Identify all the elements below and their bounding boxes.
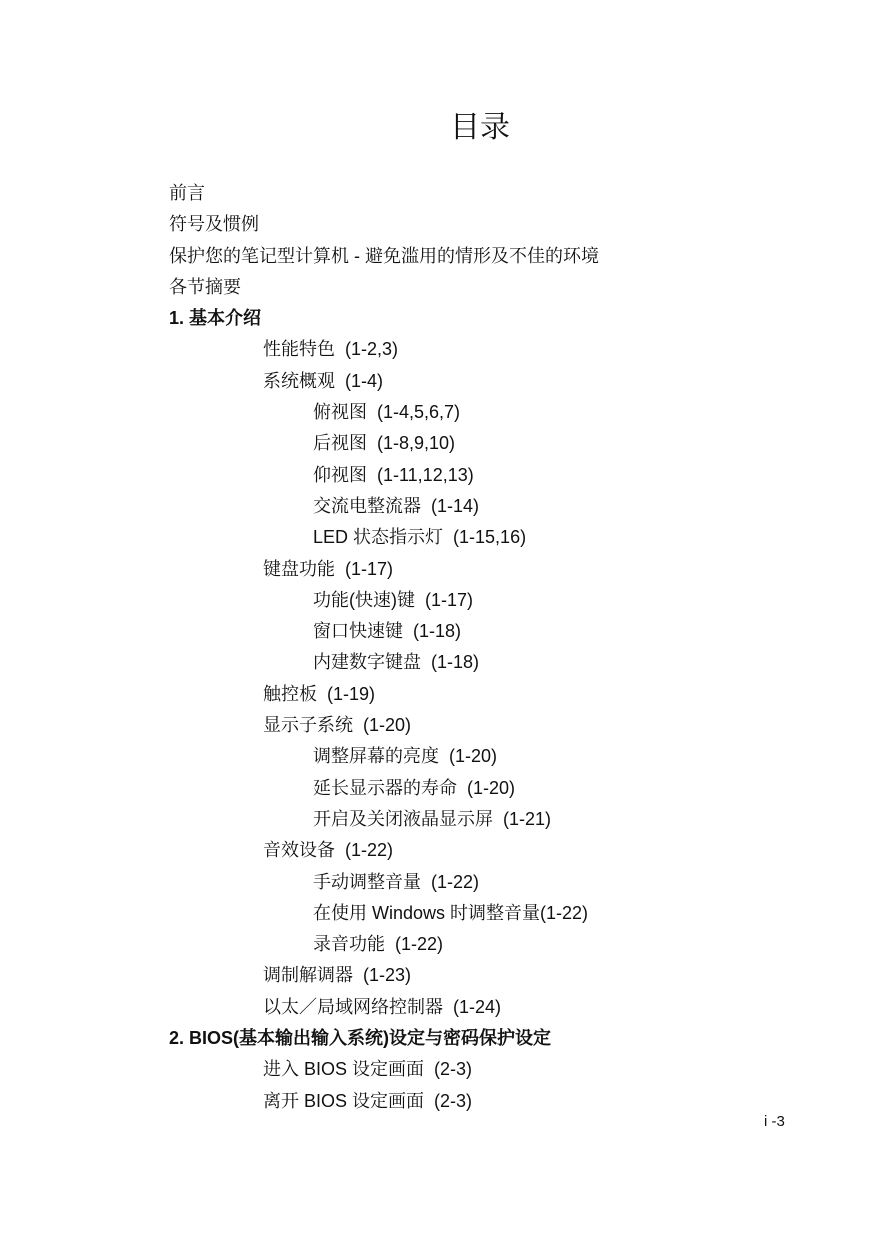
toc-entry-page: (1-20) bbox=[467, 777, 516, 798]
toc-entry-title: 内建数字键盘 bbox=[313, 652, 421, 673]
toc-entry-page: (1-18) bbox=[413, 621, 462, 642]
toc-entry-title: 2. BIOS(基本输出输入系统)设定与密码保护设定 bbox=[169, 1028, 552, 1049]
toc-entry-page: (1-20) bbox=[363, 715, 412, 736]
toc-entry-title: 前言 bbox=[169, 183, 205, 203]
toc-section-entry bbox=[0, 334, 873, 365]
toc-entry-page: (1-8,9,10) bbox=[377, 433, 456, 454]
toc-chapter-entry bbox=[0, 303, 873, 334]
toc-section-entry bbox=[0, 554, 873, 585]
page-title: 目录 bbox=[450, 111, 510, 144]
toc-entry-page: (1-17) bbox=[425, 589, 474, 610]
toc-entry-page: (2-3) bbox=[434, 1059, 473, 1080]
toc-entry-title: 符号及惯例 bbox=[169, 214, 259, 235]
toc-section-entry bbox=[0, 867, 873, 898]
table-of-contents bbox=[0, 178, 873, 1117]
toc-entry-title: LED 状态指示灯 bbox=[313, 527, 444, 548]
toc-section-entry bbox=[0, 773, 873, 804]
toc-entry-title: 系统概观 bbox=[263, 370, 335, 391]
toc-entry-title: 后视图 bbox=[313, 433, 367, 454]
page-number: i -3 bbox=[764, 1113, 785, 1130]
toc-section-entry bbox=[0, 741, 873, 772]
toc-entry-title: 1. 基本介绍 bbox=[169, 308, 262, 329]
toc-entry-page: (1-15,16) bbox=[453, 527, 527, 548]
toc-section-entry bbox=[0, 960, 873, 991]
toc-entry-title: 各节摘要 bbox=[169, 276, 241, 297]
toc-entry-page: (1-22) bbox=[395, 934, 444, 955]
toc-entry-title: 延长显示器的寿命 bbox=[313, 777, 457, 798]
toc-entry-page: (1-18) bbox=[431, 652, 480, 673]
toc-section-entry bbox=[0, 366, 873, 397]
toc-entry-page: (1-22) bbox=[431, 871, 480, 892]
toc-section-entry bbox=[0, 1086, 873, 1117]
toc-section-entry bbox=[0, 1054, 873, 1085]
toc-section-entry bbox=[0, 898, 873, 929]
toc-entry-title: 在使用 Windows 时调整音量(1-22) bbox=[313, 902, 589, 923]
toc-entry-page: (1-24) bbox=[453, 996, 502, 1017]
toc-section-entry bbox=[0, 929, 873, 960]
toc-section-entry bbox=[0, 616, 873, 647]
toc-entry-page: (1-2,3) bbox=[345, 339, 399, 360]
toc-entry-page: (1-17) bbox=[345, 558, 394, 579]
toc-entry-title: 窗口快速键 bbox=[313, 621, 403, 642]
toc-section-entry bbox=[0, 397, 873, 428]
toc-entry-title: 开启及关闭液晶显示屏 bbox=[313, 808, 493, 829]
toc-entry-title: 调整屏幕的亮度 bbox=[313, 746, 439, 767]
toc-entry-page: (1-23) bbox=[363, 965, 412, 986]
toc-entry-title: 手动调整音量 bbox=[313, 871, 421, 892]
toc-entry-title: 俯视图 bbox=[313, 402, 367, 423]
toc-entry-title: 触控板 bbox=[263, 683, 317, 704]
toc-section-entry bbox=[0, 585, 873, 616]
toc-entry-page: (1-21) bbox=[503, 808, 552, 829]
toc-section-entry bbox=[0, 647, 873, 678]
toc-entry-title: 保护您的笔记型计算机 - 避免滥用的情形及不佳的环境 bbox=[169, 245, 599, 266]
toc-entry-title: 功能(快速)键 bbox=[313, 589, 415, 610]
toc-section-entry bbox=[0, 491, 873, 522]
toc-entry-title: 离开 BIOS 设定画面 bbox=[263, 1090, 425, 1111]
toc-entry-page: (1-22) bbox=[345, 840, 394, 861]
toc-entry-title: 进入 BIOS 设定画面 bbox=[263, 1059, 425, 1080]
toc-entry-title: 录音功能 bbox=[313, 934, 385, 955]
toc-entry-page: (1-20) bbox=[449, 746, 498, 767]
toc-section-entry bbox=[0, 428, 873, 459]
toc-entry-title: 调制解调器 bbox=[263, 965, 353, 986]
toc-entry-page: (1-4) bbox=[345, 370, 384, 391]
toc-section-entry bbox=[0, 710, 873, 741]
toc-chapter-entry bbox=[0, 209, 873, 240]
toc-entry-title: 性能特色 bbox=[263, 339, 335, 360]
toc-section-entry bbox=[0, 522, 873, 553]
toc-entry-page: (1-11,12,13) bbox=[377, 464, 474, 485]
toc-chapter-entry bbox=[0, 241, 873, 272]
toc-entry-title: 以太／局域网络控制器 bbox=[263, 996, 443, 1017]
toc-entry-title: 音效设备 bbox=[263, 840, 335, 861]
toc-entry-page: (2-3) bbox=[434, 1090, 473, 1111]
toc-section-entry bbox=[0, 992, 873, 1023]
toc-entry-page: (1-19) bbox=[327, 683, 376, 704]
toc-entry-title: 显示子系统 bbox=[263, 715, 353, 736]
toc-chapter-entry bbox=[0, 272, 873, 303]
toc-chapter-entry bbox=[0, 1023, 873, 1054]
toc-entry-page: (1-14) bbox=[431, 495, 480, 516]
toc-section-entry bbox=[0, 679, 873, 710]
toc-entry-page: (1-4,5,6,7) bbox=[377, 402, 461, 423]
toc-entry-title: 仰视图 bbox=[313, 464, 367, 485]
toc-entry-title: 交流电整流器 bbox=[313, 495, 421, 516]
toc-chapter-entry bbox=[0, 178, 873, 209]
toc-section-entry bbox=[0, 804, 873, 835]
toc-section-entry bbox=[0, 460, 873, 491]
toc-entry-title: 键盘功能 bbox=[263, 558, 335, 579]
toc-section-entry bbox=[0, 835, 873, 866]
